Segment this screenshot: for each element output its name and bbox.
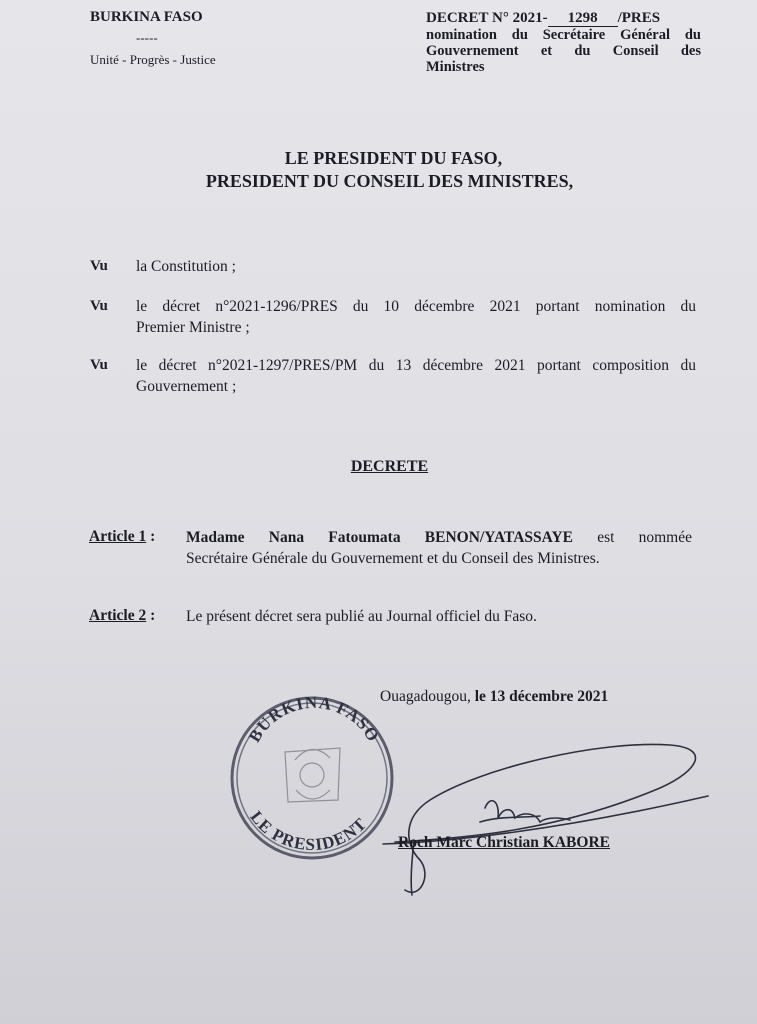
vu-label-3: Vu	[90, 357, 108, 373]
article-2-separator: :	[146, 607, 156, 624]
vu-label-2: Vu	[90, 298, 108, 314]
appointee-name: Madame Nana Fatoumata BENON/YATASSAYE	[186, 529, 573, 546]
national-motto: Unité - Progrès - Justice	[90, 52, 216, 67]
article-1-separator: :	[146, 528, 156, 545]
authority-title-line-1: LE PRESIDENT DU FASO,	[284, 148, 503, 168]
decision-heading: DECRETE	[350, 458, 429, 475]
signatory-name: Roch Marc Christian KABORE	[398, 834, 610, 851]
authority-title-line-2: PRESIDENT DU CONSEIL DES MINISTRES,	[205, 171, 574, 191]
stamp-top-text: BURKINA FASO	[244, 692, 384, 746]
decree-subject-line-1: nomination du Secrétaire Général du	[426, 27, 701, 43]
decree-subject-line-2: Gouvernement et du Conseil des	[426, 43, 701, 59]
vu-text-1-line-1: la Constitution ;	[136, 258, 236, 275]
article-1-label-text: Article 1	[89, 528, 147, 545]
stamp-bottom-text: LE PRESIDENT	[246, 807, 371, 855]
handwritten-signature	[383, 744, 708, 895]
coat-of-arms-emblem	[285, 748, 340, 802]
article-2-text: Le présent décret sera publié au Journal officiel du Faso.	[186, 608, 537, 625]
article-1-line-2: Secrétaire Générale du Gouvernement et du Conseil des Ministres.	[186, 550, 600, 567]
article-1-line-1-rest: est nommée	[572, 529, 692, 546]
vu-text-2-line-2: Premier Ministre ;	[136, 319, 250, 336]
official-stamp	[232, 693, 392, 858]
header-dashes: -----	[136, 30, 158, 45]
article-2-label-text: Article 2	[89, 607, 147, 624]
signature-date: 13 décembre 2021	[489, 688, 609, 705]
vu-text-2-line-1: le décret n°2021-1296/PRES du 10 décembre 2021 portant nomination du	[136, 298, 696, 315]
vu-label-1: Vu	[90, 258, 108, 274]
decree-number: 1298	[548, 11, 618, 27]
vu-text-3-line-2: Gouvernement ;	[136, 378, 237, 395]
decree-suffix: /PRES	[617, 10, 661, 26]
place: Ouagadougou,	[380, 688, 471, 705]
vu-text-3-line-1: le décret n°2021-1297/PRES/PM du 13 décembre 2021 portant composition du	[136, 357, 696, 374]
country-name: BURKINA FASO	[90, 9, 203, 25]
date-prefix: le	[474, 688, 486, 705]
decree-subject-line-3: Ministres	[426, 59, 485, 75]
decree-prefix: DECRET N° 2021-	[426, 10, 548, 26]
